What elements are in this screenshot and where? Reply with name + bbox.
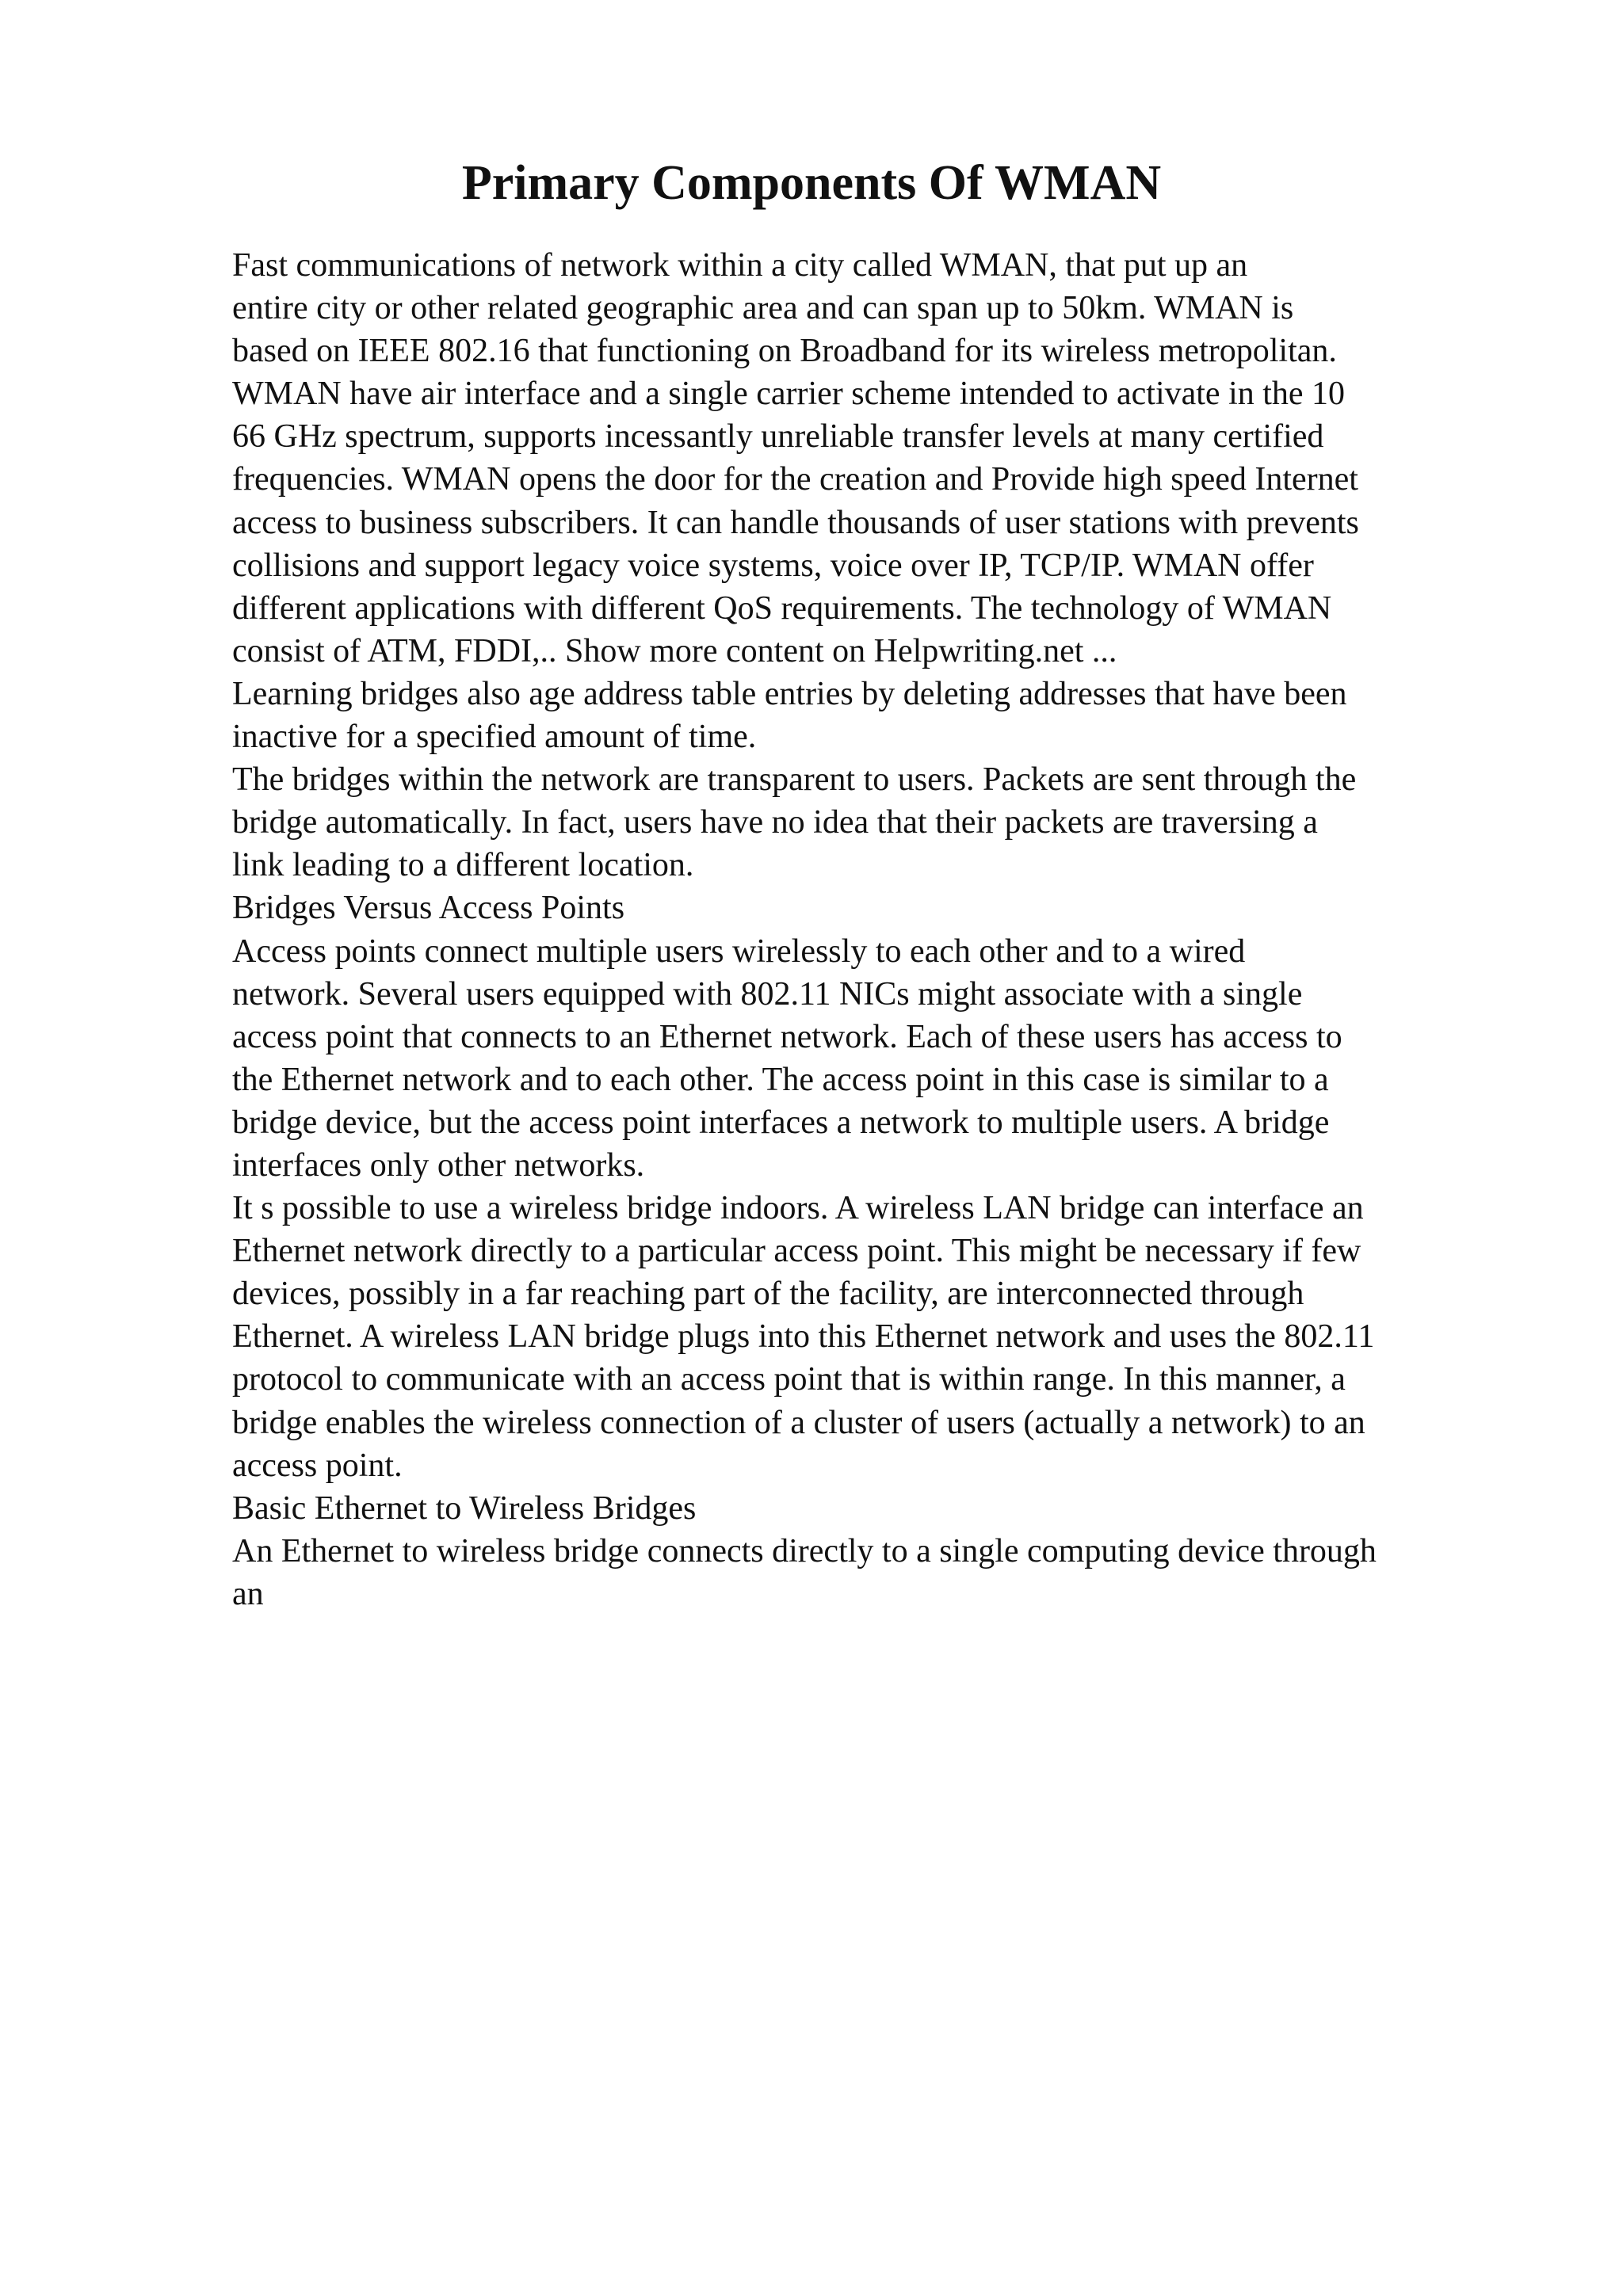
body-text-line: the Ethernet network and to each other. The access point in this case is similar to a (232, 1061, 1329, 1098)
document-body (232, 244, 1516, 1615)
body-text-line: Ethernet. A wireless LAN bridge plugs into this Ethernet network and uses the 802.11 (232, 1318, 1375, 1356)
body-text-line: consist of ATM, FDDI,.. Show more content on Helpwriting.net ... (232, 632, 1117, 669)
body-text-line: The bridges within the network are transparent to users. Packets are sent through the (232, 761, 1357, 799)
body-text-line: Fast communications of network within a city called WMAN, that put up an (232, 247, 1248, 284)
body-text-line: An Ethernet to wireless bridge connects directly to a single computing device through (232, 1532, 1377, 1569)
body-text-line: inactive for a specified amount of time. (232, 719, 757, 756)
body-text-line: Learning bridges also age address table entries by deleting addresses that have been (232, 675, 1347, 712)
body-text-line: an (232, 1575, 264, 1612)
body-text-line: Access points connect multiple users wirelessly to each other and to a wired (232, 933, 1246, 970)
body-text-line: interfaces only other networks. (232, 1146, 645, 1184)
body-text-line: It s possible to use a wireless bridge indoors. A wireless LAN bridge can interface an (232, 1190, 1364, 1227)
body-text-line: 66 GHz spectrum, supports incessantly unreliable transfer levels at many certified (232, 418, 1324, 456)
body-text-line: bridge device, but the access point interfaces a network to multiple users. A bridge (232, 1104, 1330, 1141)
body-text-line: access point that connects to an Ethernet network. Each of these users has access to (232, 1018, 1342, 1055)
body-text-line: based on IEEE 802.16 that functioning on Broadband for its wireless metropolitan. (232, 333, 1337, 370)
document-title: Primary Components Of WMAN (461, 156, 1162, 210)
body-text-line: bridge automatically. In fact, users have no idea that their packets are traversing a (232, 804, 1318, 841)
body-text-line: frequencies. WMAN opens the door for the creation and Provide high speed Internet (232, 461, 1358, 498)
body-text-line: link leading to a different location. (232, 847, 694, 884)
body-text-line: Basic Ethernet to Wireless Bridges (232, 1489, 697, 1527)
body-text-line: collisions and support legacy voice systems, voice over IP, TCP/IP. WMAN offer (232, 547, 1314, 584)
body-text-line: Bridges Versus Access Points (232, 890, 625, 927)
body-text-line: Ethernet network directly to a particular access point. This might be necessary if few (232, 1233, 1361, 1270)
body-text-line: protocol to communicate with an access point that is within range. In this manner, a (232, 1361, 1346, 1398)
body-text-line: WMAN have air interface and a single carrier scheme intended to activate in the 10 (232, 376, 1346, 413)
body-text-line: different applications with different QoS requirements. The technology of WMAN (232, 589, 1332, 627)
body-text-line: devices, possibly in a far reaching part of the facility, are interconnected through (232, 1276, 1304, 1313)
body-text-line: entire city or other related geographic area and can span up to 50km. WMAN is (232, 290, 1294, 327)
body-text-line: access to business subscribers. It can handle thousands of user stations with prevents (232, 504, 1359, 541)
body-text-line: bridge enables the wireless connection of a cluster of users (actually a network) to an (232, 1404, 1365, 1441)
body-text-line: network. Several users equipped with 802.11 NICs might associate with a single (232, 975, 1303, 1013)
body-text-line: access point. (232, 1447, 403, 1484)
